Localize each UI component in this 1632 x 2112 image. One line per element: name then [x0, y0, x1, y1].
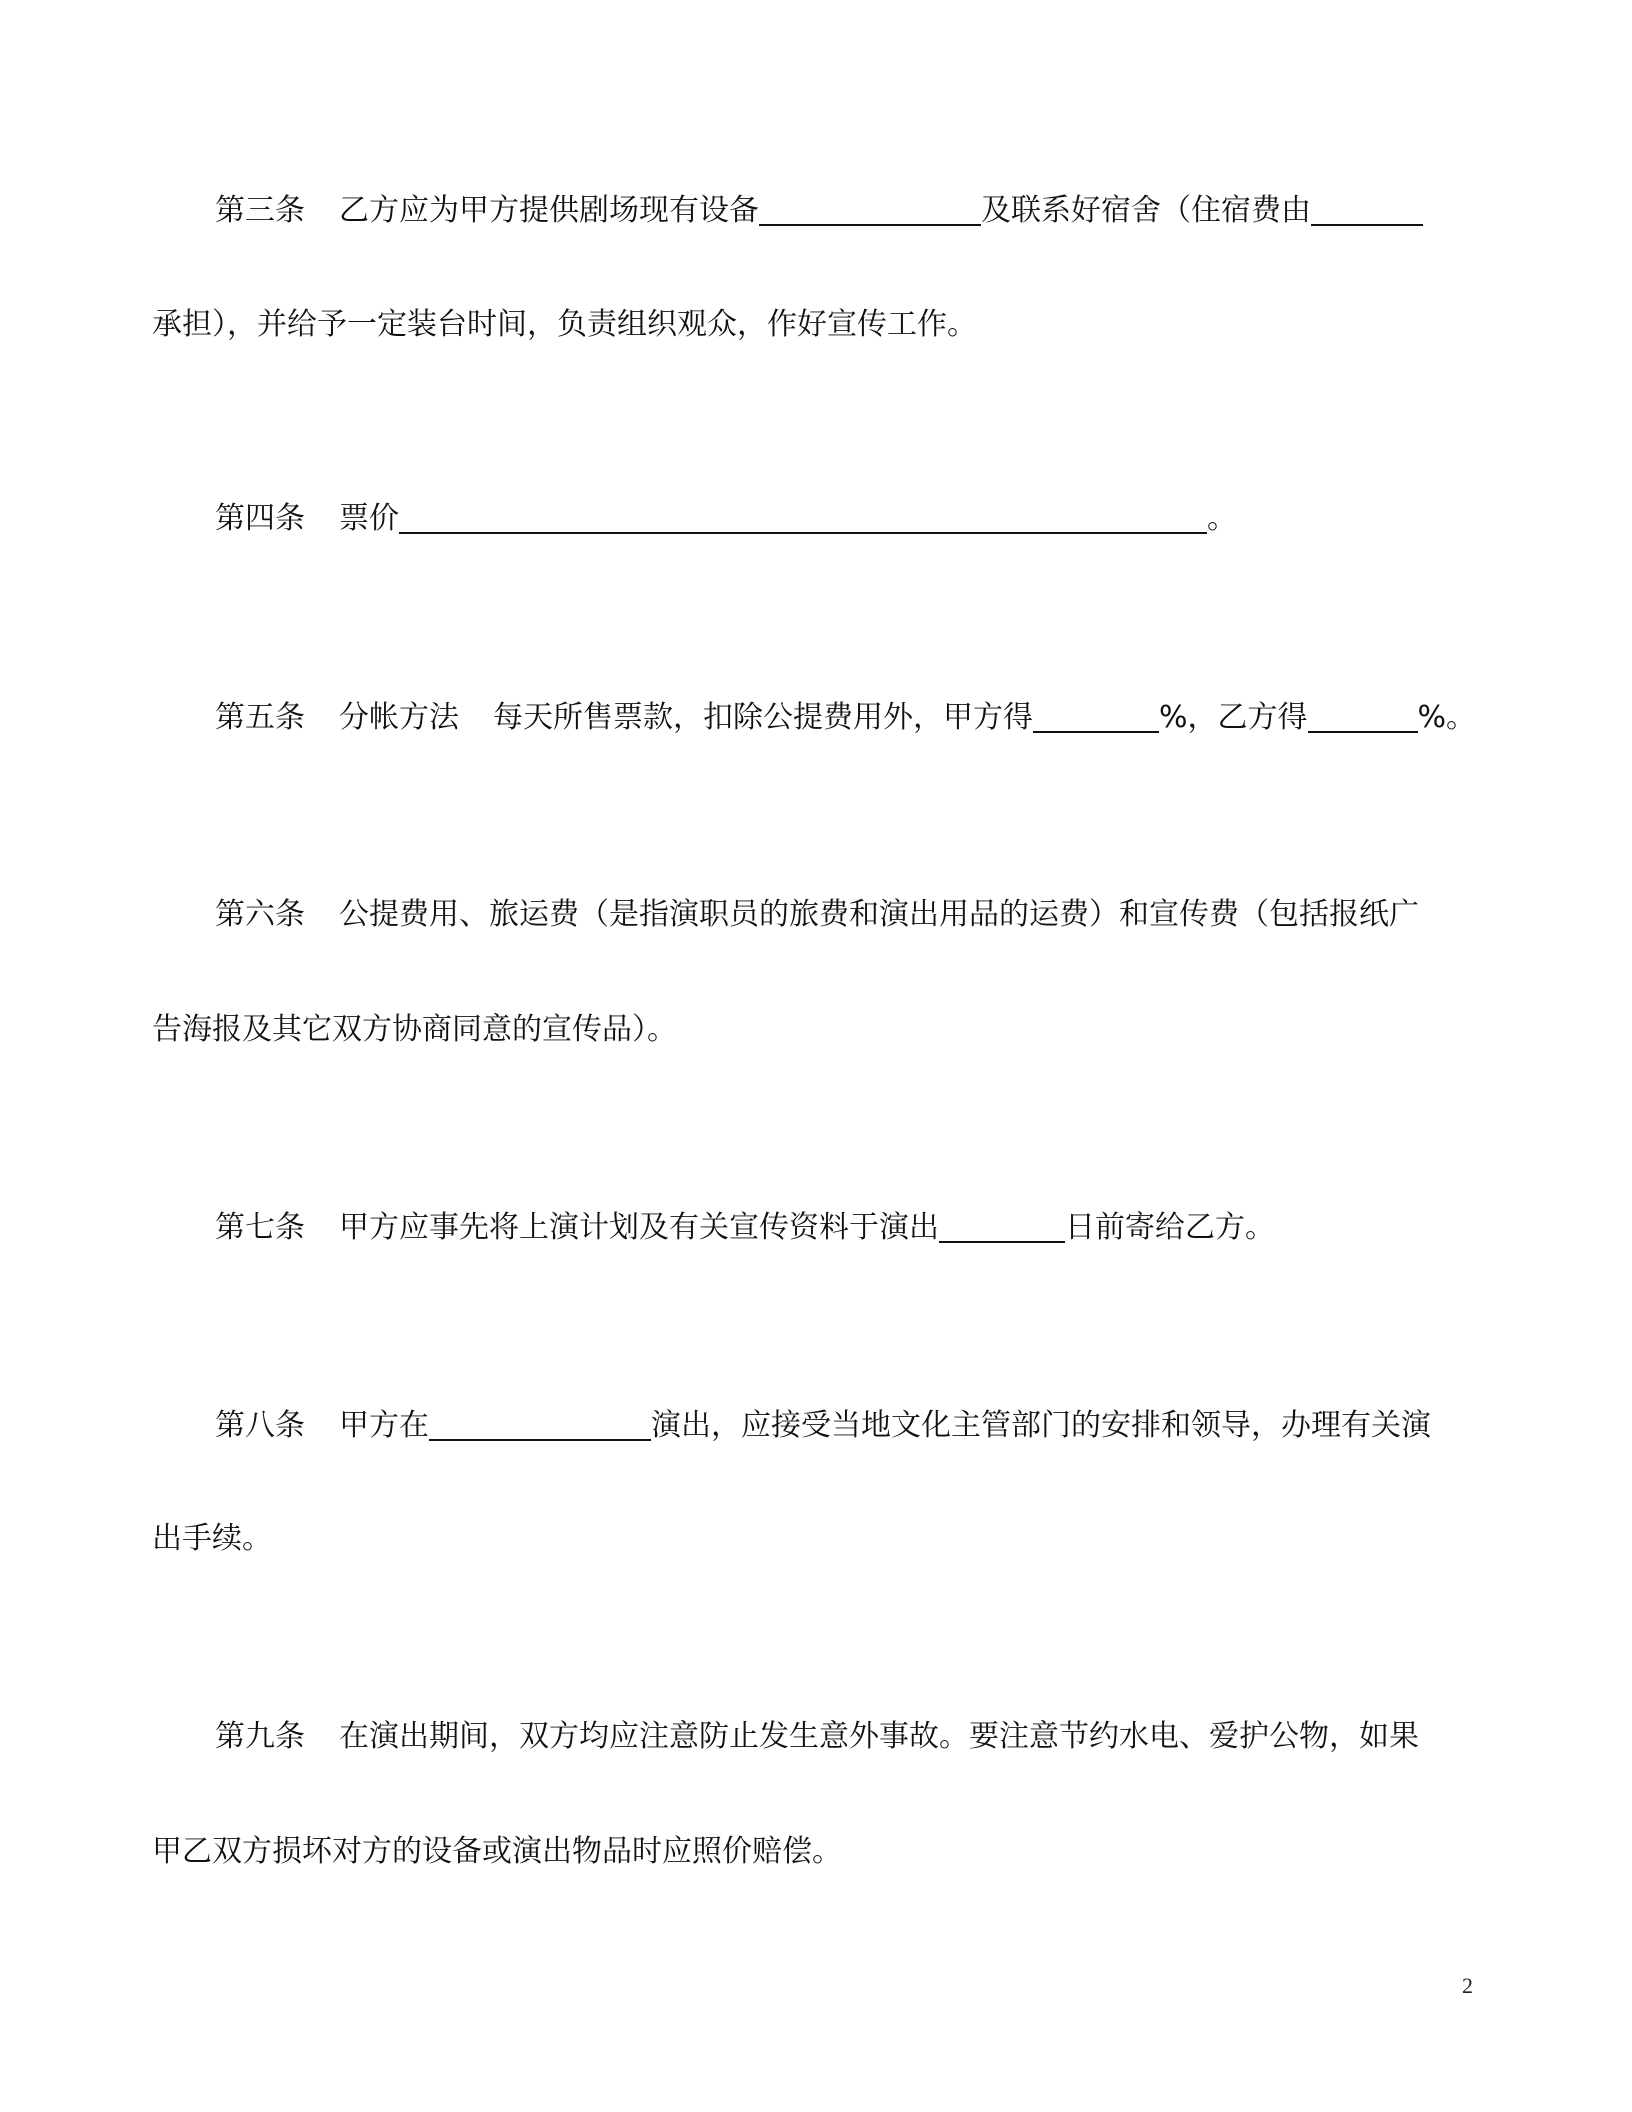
article-3-label: 第三条: [215, 193, 305, 228]
article-5-label: 第五条: [215, 700, 305, 735]
article-8-line-2: [152, 1519, 1482, 1559]
article-9-text-1: 在演出期间，双方均应注意防止发生意外事故。要注意节约水电、爱护公物，如果: [339, 1719, 1419, 1754]
article-5-party-a-percent-blank: [1033, 697, 1159, 733]
article-3-equipment-blank: [759, 190, 981, 226]
article-3-line-1: [152, 190, 1545, 231]
article-8-continuation: 出手续。: [152, 1521, 272, 1556]
article-8-label: 第八条: [215, 1408, 305, 1443]
article-8-text-1: 甲方在: [339, 1408, 429, 1443]
article-7-days-blank: [939, 1207, 1065, 1243]
article-4-end: 。: [1207, 501, 1237, 536]
article-6-line-1: [152, 895, 1545, 935]
article-8-line-1: [152, 1405, 1545, 1446]
article-5-text-1: 分帐方法: [339, 700, 459, 735]
article-4-price-blank: [399, 498, 1207, 534]
page-number: 2: [1462, 1973, 1473, 1998]
article-9-line-2: [152, 1832, 1482, 1872]
article-7-text-2: 日前寄给乙方。: [1065, 1210, 1275, 1245]
article-9-line-1: [152, 1717, 1545, 1757]
article-7-text-1: 甲方应事先将上演计划及有关宣传资料于演出: [339, 1210, 939, 1245]
article-5-text-2: 每天所售票款，扣除公提费用外，甲方得: [493, 700, 1033, 735]
article-6-continuation: 告海报及其它双方协商同意的宣传品）。: [152, 1012, 677, 1047]
article-3-text-1: 乙方应为甲方提供剧场现有设备: [339, 193, 759, 228]
article-3-payer-blank: [1311, 190, 1423, 226]
article-3-line-2: [152, 305, 1482, 345]
article-3-text-2: 及联系好宿舍（住宿费由: [981, 193, 1311, 228]
article-4-text-1: 票价: [339, 501, 399, 536]
article-9-continuation: 甲乙双方损坏对方的设备或演出物品时应照价赔偿。: [152, 1834, 842, 1869]
article-5-end: %。: [1417, 700, 1477, 735]
article-3-continuation: 承担），并给予一定装台时间，负责组织观众，作好宣传工作。: [152, 307, 977, 342]
article-8-text-2: 演出，应接受当地文化主管部门的安排和领导，办理有关演: [651, 1408, 1431, 1443]
article-4-label: 第四条: [215, 501, 305, 536]
article-4-line-1: [152, 498, 1545, 539]
article-8-location-blank: [429, 1405, 651, 1441]
article-5-line-1: [152, 697, 1545, 738]
article-7-line-1: [152, 1207, 1545, 1248]
article-5-party-b-percent-blank: [1308, 697, 1418, 733]
article-5-text-3: %，乙方得: [1159, 700, 1308, 735]
article-6-line-2: [152, 1010, 1482, 1050]
article-6-label: 第六条: [215, 897, 305, 932]
article-9-label: 第九条: [215, 1719, 305, 1754]
article-6-text-1: 公提费用、旅运费（是指演职员的旅费和演出用品的运费）和宣传费（包括报纸广: [339, 897, 1419, 932]
article-7-label: 第七条: [215, 1210, 305, 1245]
